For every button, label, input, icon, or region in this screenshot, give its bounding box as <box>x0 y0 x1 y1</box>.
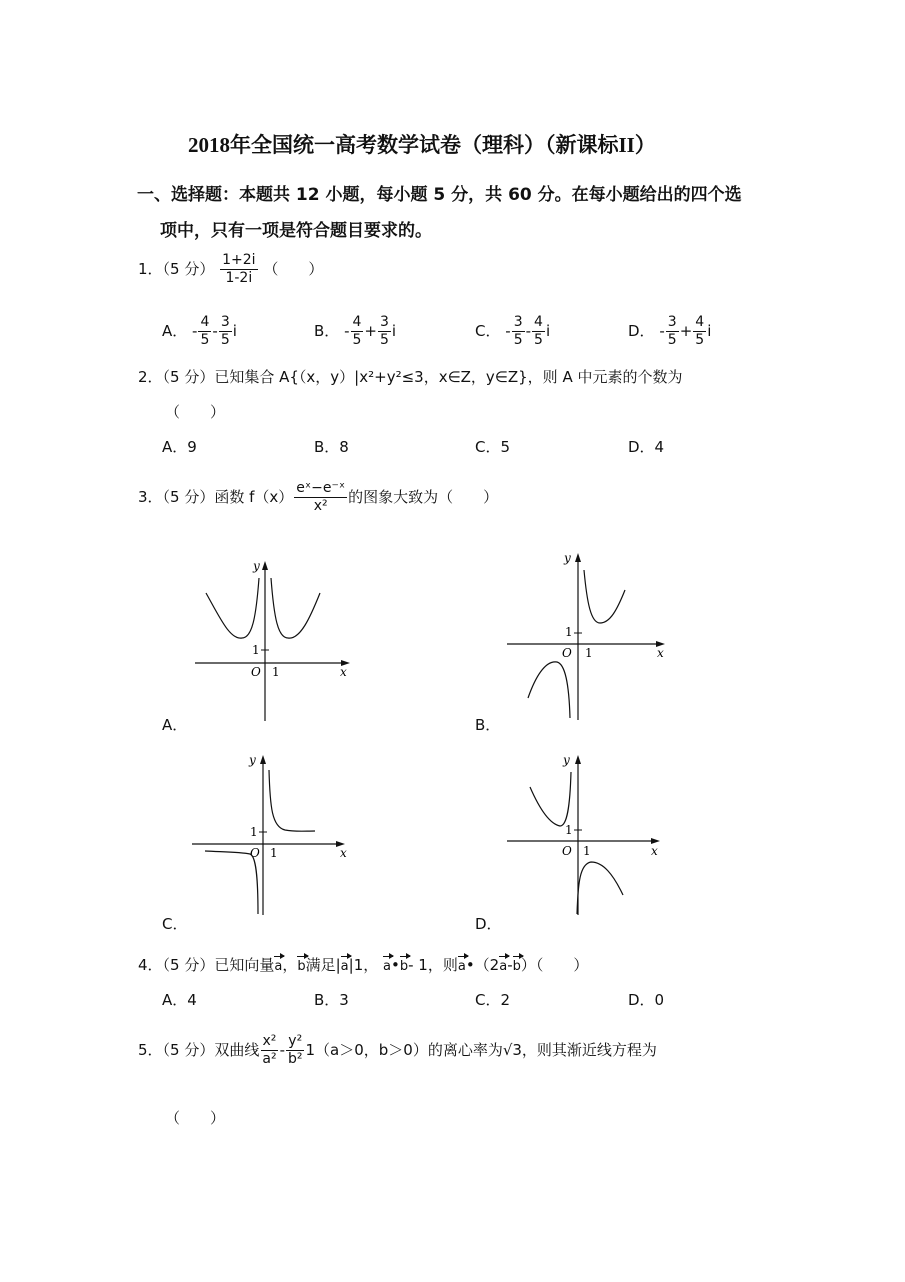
graph-b[interactable] <box>505 548 675 723</box>
sign: - <box>659 322 665 340</box>
curve <box>269 770 315 831</box>
tick-label-y: 1 <box>565 823 573 837</box>
question-1-stem <box>138 252 323 287</box>
y-axis-label: y <box>249 753 256 767</box>
fraction <box>260 1033 278 1068</box>
imaginary-unit: i <box>391 322 397 340</box>
tick-label-x: 1 <box>583 844 591 858</box>
question-3-stem <box>138 480 498 515</box>
vector-a: a <box>274 953 282 974</box>
numerator: 3 <box>380 314 389 330</box>
fraction <box>532 314 545 349</box>
y-axis-arrow <box>260 755 266 764</box>
q3-option-a[interactable]: A． <box>162 716 188 734</box>
numerator: eˣ−e⁻ˣ <box>296 480 346 496</box>
question-5-stem <box>138 1033 657 1068</box>
vector-a: a <box>341 953 349 974</box>
numerator: 3 <box>667 314 677 330</box>
option-label: C． <box>475 322 501 340</box>
denominator: 5 <box>513 332 523 348</box>
denominator: 5 <box>695 332 705 348</box>
x-axis-label: x <box>340 846 347 860</box>
q4-option-d[interactable]: D．0 <box>628 991 665 1009</box>
denominator: 1-2i <box>225 270 253 286</box>
denominator: x² <box>313 498 328 514</box>
x-axis-label: x <box>651 844 658 858</box>
curve <box>205 851 258 914</box>
denominator: 5 <box>352 332 362 348</box>
y-axis-arrow <box>575 755 581 764</box>
q3-option-d[interactable]: D． <box>475 915 502 933</box>
graph-c[interactable] <box>190 752 360 917</box>
x-axis-label: x <box>340 665 347 679</box>
question-prefix: 4．（5 分）已知向量 <box>138 956 275 974</box>
numerator: 3 <box>220 314 230 330</box>
q4-option-b[interactable]: B．3 <box>314 991 349 1009</box>
curve <box>577 862 623 914</box>
curve <box>584 570 625 623</box>
text-sep: •（2 <box>465 956 500 974</box>
fraction <box>198 314 211 349</box>
tick-label-y: 1 <box>565 625 573 639</box>
fraction <box>219 314 232 349</box>
vector-b: b <box>400 953 408 974</box>
question-prefix: 3．（5 分）函数 f（x） <box>138 488 294 506</box>
question-suffix: 1（a＞0，b＞0）的离心率为√3，则其渐近线方程为 <box>305 1041 657 1059</box>
numerator: x² <box>262 1033 277 1049</box>
text-sep: - <box>507 956 513 974</box>
fraction <box>220 252 257 287</box>
numerator: 4 <box>352 314 362 330</box>
origin-label: O <box>250 846 260 860</box>
q1-option-b[interactable] <box>314 314 396 349</box>
question-suffix: 的图象大致为（ ） <box>348 488 499 506</box>
answer-paren: （ ） <box>165 403 226 421</box>
fraction <box>294 480 347 515</box>
numerator: 4 <box>534 314 543 330</box>
y-axis-label: y <box>564 551 571 565</box>
question-2-stem: 2．（5 分）已知集合 A{（x，y）|x²+y²≤3，x∈Z，y∈Z}，则 A 中元素的个数为 <box>138 368 683 386</box>
fraction <box>666 314 679 349</box>
imaginary-unit: i <box>545 322 551 340</box>
y-axis-arrow <box>262 561 268 570</box>
text-sep: - 1，则 <box>408 956 458 974</box>
curve <box>530 772 571 826</box>
dot-operator: • <box>391 956 400 974</box>
numerator: 4 <box>200 314 210 330</box>
q4-option-a[interactable]: A．4 <box>162 991 197 1009</box>
q2-option-b[interactable]: B．8 <box>314 438 349 456</box>
q2-option-c[interactable]: C．5 <box>475 438 511 456</box>
y-axis-label: y <box>563 753 570 767</box>
curve <box>206 578 259 638</box>
fraction <box>693 314 706 349</box>
vector-a: a <box>499 953 507 974</box>
answer-paren: （ ） <box>263 260 324 278</box>
sign: - <box>212 322 218 340</box>
q2-option-a[interactable]: A．9 <box>162 438 197 456</box>
fraction <box>351 314 364 349</box>
origin-label: O <box>251 665 261 679</box>
numerator: y² <box>288 1033 303 1049</box>
sign: - <box>192 322 198 340</box>
denominator: 5 <box>200 332 210 348</box>
section-header-line2: 项中，只有一项是符合题目要求的。 <box>160 221 432 241</box>
q1-option-c[interactable] <box>475 314 550 349</box>
sign: - <box>344 322 350 340</box>
vector-a: a <box>458 953 466 974</box>
tick-label-x: 1 <box>585 646 593 660</box>
imaginary-unit: i <box>232 322 237 340</box>
denominator: 5 <box>534 332 543 348</box>
q1-option-a[interactable] <box>162 314 237 349</box>
denominator: b² <box>287 1051 303 1067</box>
q3-option-c[interactable]: C． <box>162 915 188 933</box>
graph-a[interactable] <box>190 558 360 723</box>
question-prefix: 5．（5 分）双曲线 <box>138 1041 260 1059</box>
vector-a: a <box>383 953 391 974</box>
q2-option-d[interactable]: D．4 <box>628 438 665 456</box>
numerator: 1+2i <box>222 252 256 268</box>
denominator: 5 <box>380 332 389 348</box>
fraction <box>378 314 391 349</box>
graph-d[interactable] <box>505 752 675 917</box>
q3-option-b[interactable]: B． <box>475 716 501 734</box>
answer-paren: （ ） <box>165 1109 226 1127</box>
tick-label-x: 1 <box>272 665 280 679</box>
text-sep: 满足| <box>305 956 341 974</box>
sign: + <box>679 322 693 340</box>
numerator: 3 <box>513 314 523 330</box>
denominator: 5 <box>220 332 230 348</box>
question-score: （5 分） <box>162 260 215 278</box>
curve <box>528 662 570 718</box>
numerator: 4 <box>695 314 705 330</box>
denominator: 5 <box>667 332 677 348</box>
section-header-line1: 一、选择题：本题共 12 小题，每小题 5 分，共 60 分。在每小题给出的四个选 <box>137 185 742 205</box>
question-4-stem <box>138 953 588 975</box>
fraction <box>286 1033 305 1068</box>
curve <box>271 578 320 638</box>
option-label: B． <box>314 322 340 340</box>
option-label: A． <box>162 322 188 340</box>
q4-option-c[interactable]: C．2 <box>475 991 511 1009</box>
x-axis-label: x <box>657 646 664 660</box>
answer-paren: ）（ ） <box>520 956 589 974</box>
y-axis-arrow <box>575 553 581 562</box>
sign: - <box>279 1041 285 1059</box>
tick-label-y: 1 <box>252 643 260 657</box>
option-label: D． <box>628 322 655 340</box>
vector-b: b <box>297 953 305 974</box>
sign: - <box>505 322 511 340</box>
question-number: 1． <box>138 260 163 278</box>
text-sep: ， <box>282 956 298 974</box>
vector-b: b <box>513 953 521 974</box>
q1-option-d[interactable] <box>628 314 711 349</box>
text-sep: |1， <box>348 956 379 974</box>
denominator: a² <box>262 1051 277 1067</box>
tick-label-x: 1 <box>270 846 278 860</box>
origin-label: O <box>562 844 572 858</box>
tick-label-y: 1 <box>250 825 258 839</box>
y-axis-label: y <box>253 559 260 573</box>
sign: - <box>525 322 532 340</box>
origin-label: O <box>562 646 572 660</box>
page-title: 2018年全国统一高考数学试卷（理科）（新课标II） <box>188 133 656 157</box>
imaginary-unit: i <box>707 322 712 340</box>
sign: + <box>364 322 377 340</box>
fraction <box>512 314 525 349</box>
